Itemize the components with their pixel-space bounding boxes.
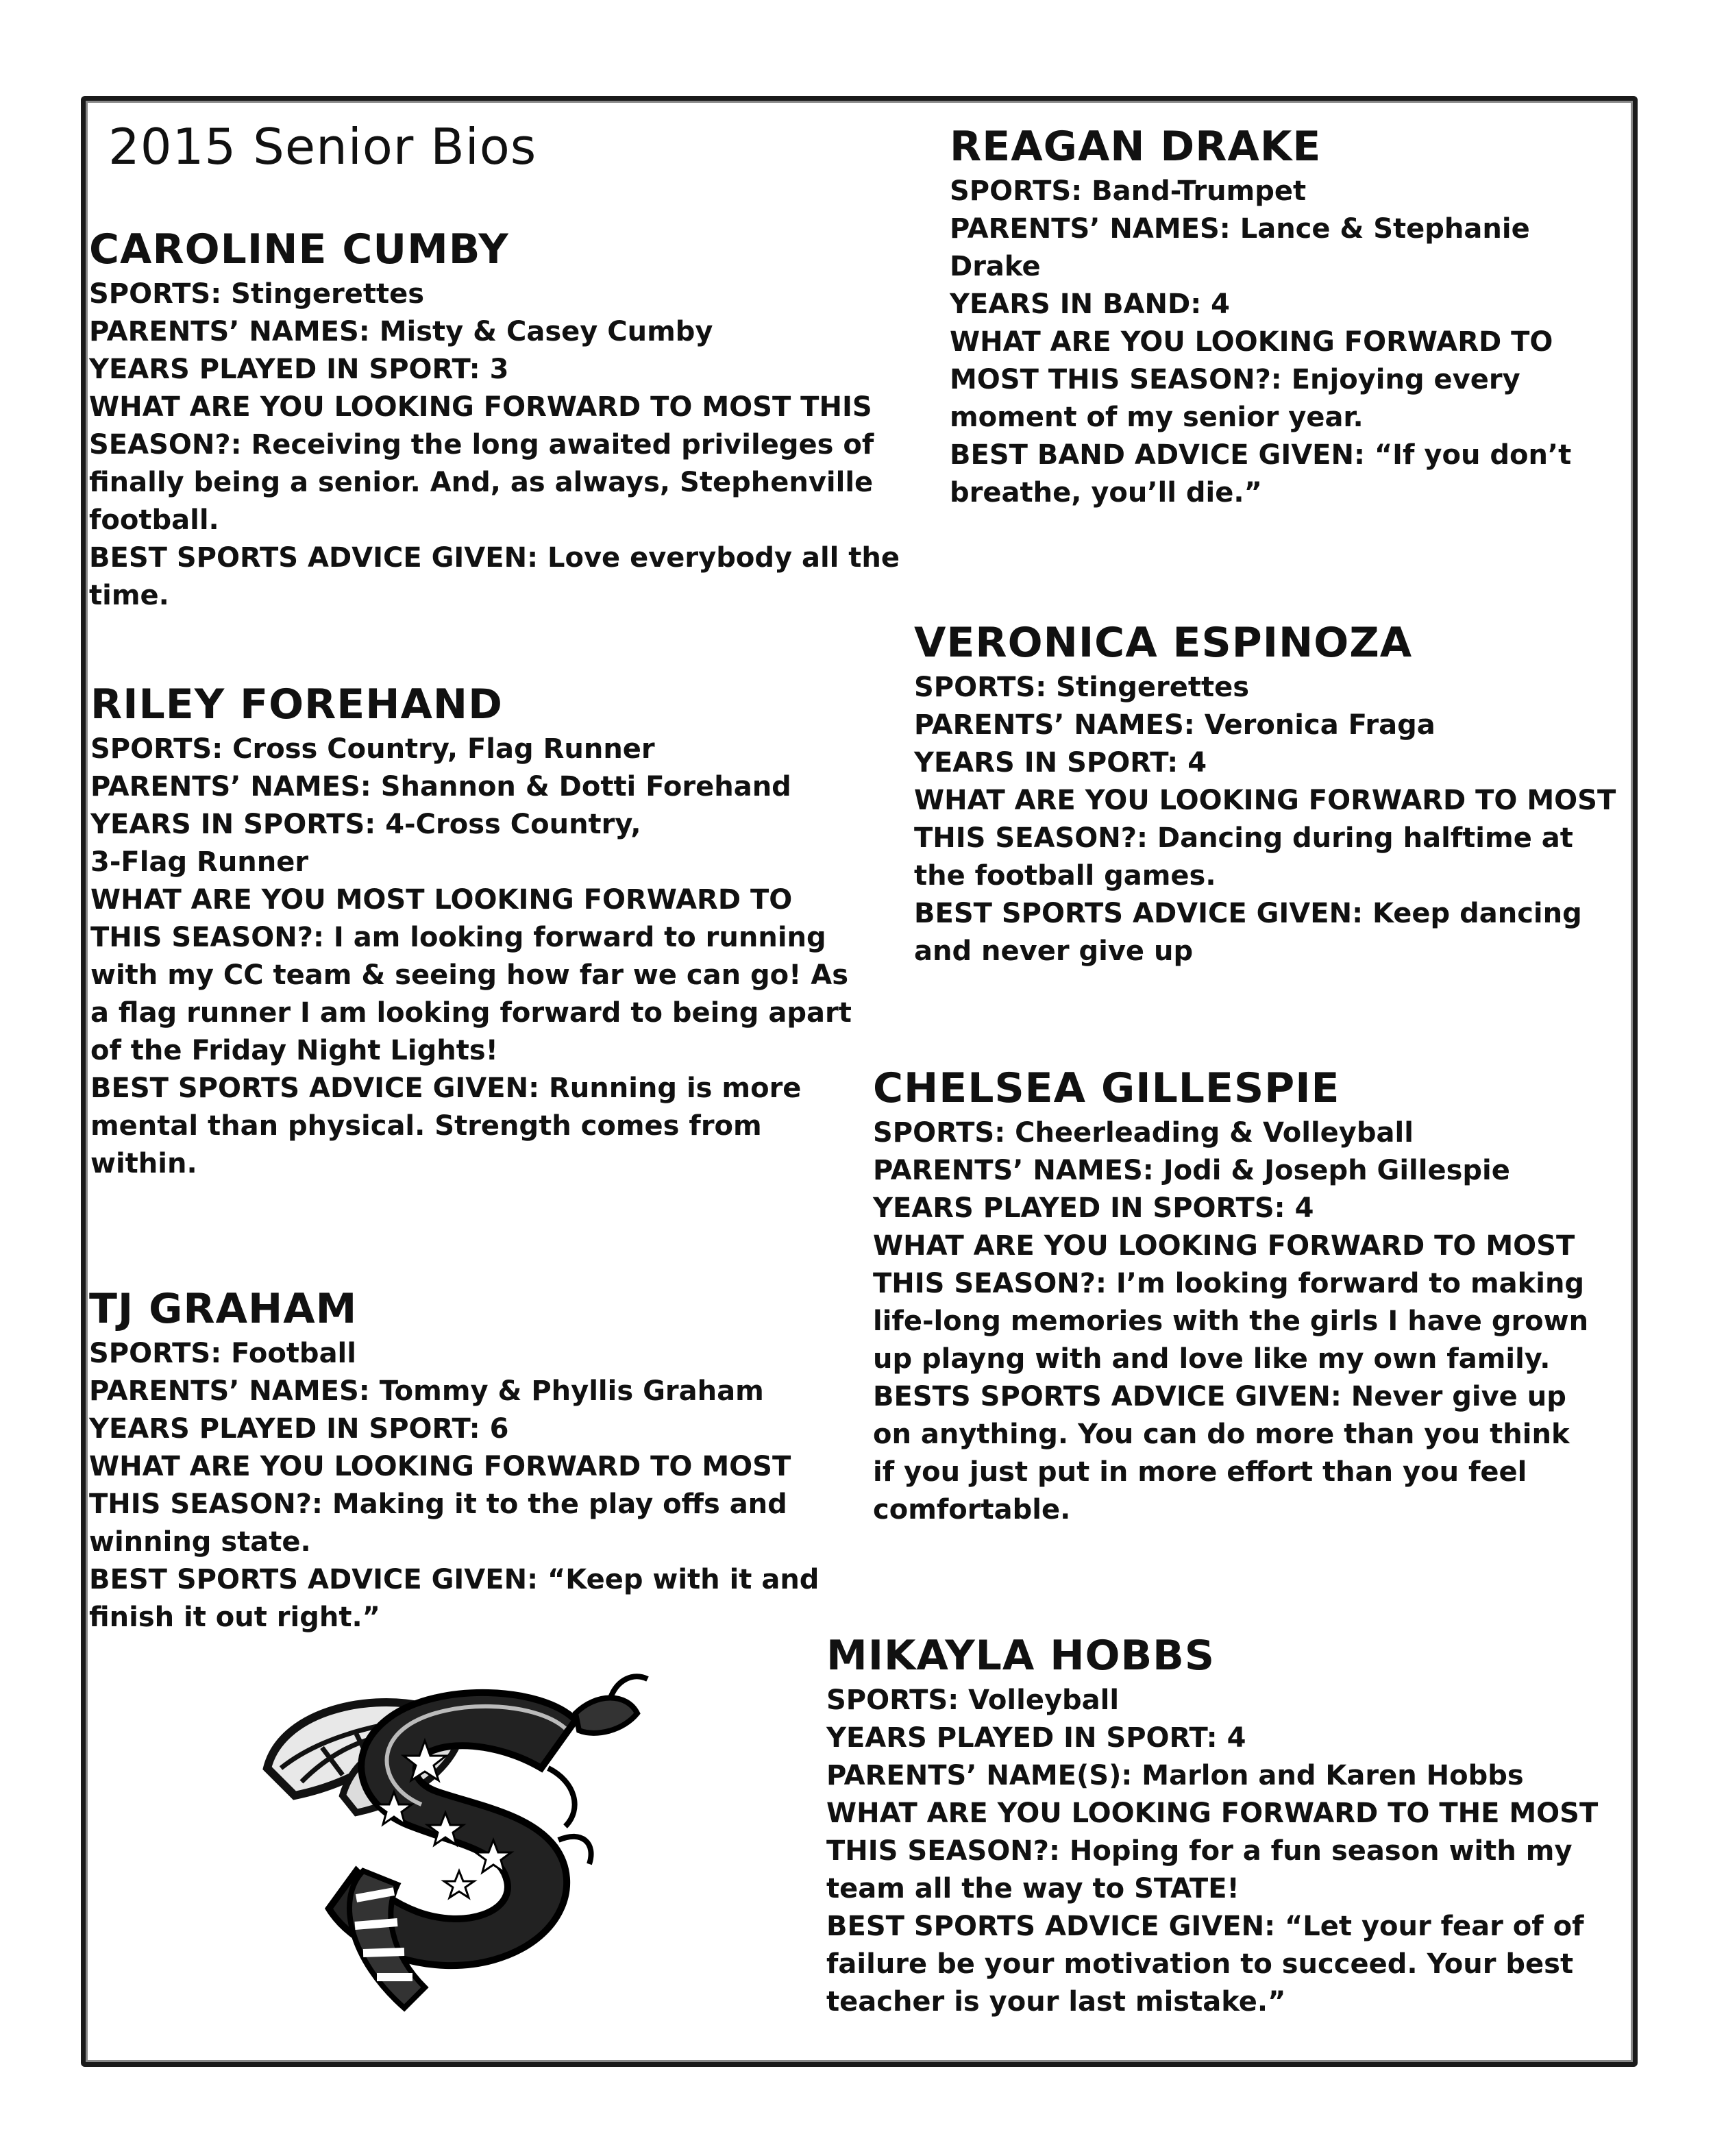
bio-line: BESTS SPORTS ADVICE GIVEN: Never give up on anything. You can do more than you think if you just put in more effort than you feel comfortable.: [873, 1381, 1570, 1526]
bio-line: WHAT ARE YOU LOOKING FORWARD TO THE MOST THIS SEASON?: Hoping for a fun season with my team all the way to STATE!: [826, 1798, 1599, 1904]
bio-name: VERONICA ESPINOZA: [914, 619, 1413, 667]
bio-reagan-drake: [950, 121, 1628, 512]
bio-name: RILEY FOREHAND: [90, 681, 503, 728]
bio-line: PARENTS’ NAME(S): Marlon and Karen Hobbs: [826, 1760, 1524, 1791]
bio-line: BEST SPORTS ADVICE GIVEN: Keep dancing and never give up: [914, 898, 1582, 967]
bio-line: BEST SPORTS ADVICE GIVEN: “Keep with it and finish it out right.”: [89, 1564, 819, 1633]
bio-name: CAROLINE CUMBY: [89, 225, 509, 273]
bio-line: 3-Flag Runner: [90, 846, 309, 878]
bio-line: BEST SPORTS ADVICE GIVEN: Love everybody all the time.: [89, 542, 900, 611]
bio-line: SPORTS: Cross Country, Flag Runner: [90, 733, 655, 765]
bio-line: BEST SPORTS ADVICE GIVEN: “Let your fear of of failure be your motivation to succeed. Your best teacher is your last mistake.”: [826, 1911, 1584, 2018]
bio-line: SPORTS: Cheerleading & Volleyball: [873, 1117, 1414, 1149]
bio-line: WHAT ARE YOU LOOKING FORWARD TO MOST THIS SEASON?: Enjoying every moment of my senior year.: [950, 326, 1553, 433]
bio-line: YEARS PLAYED IN SPORTS: 4: [873, 1192, 1314, 1224]
bio-line: BEST BAND ADVICE GIVEN: “If you don’t breathe, you’ll die.”: [950, 439, 1572, 509]
bio-line: SPORTS: Volleyball: [826, 1685, 1120, 1716]
bio-line: SPORTS: Football: [89, 1338, 356, 1369]
bio-line: PARENTS’ NAMES: Lance & Stephanie Drake: [950, 213, 1530, 282]
bio-line: SPORTS: Stingerettes: [89, 278, 425, 310]
bio-name: CHELSEA GILLESPIE: [873, 1064, 1340, 1112]
bio-line: YEARS PLAYED IN SPORT: 6: [89, 1413, 509, 1445]
bio-line: YEARS PLAYED IN SPORT: 3: [89, 354, 509, 385]
bio-veronica-espinoza: [914, 617, 1627, 970]
bio-line: WHAT ARE YOU LOOKING FORWARD TO MOST THIS SEASON?: Dancing during halftime at the football games.: [914, 785, 1616, 892]
bio-line: YEARS PLAYED IN SPORT: 4: [826, 1722, 1246, 1754]
bio-line: BEST SPORTS ADVICE GIVEN: Running is more mental than physical. Strength comes from within.: [90, 1073, 802, 1179]
bio-name: REAGAN DRAKE: [950, 123, 1322, 171]
bio-line: WHAT ARE YOU MOST LOOKING FORWARD TO THIS SEASON?: I am looking forward to running with my CC team & seeing how far we can go! As a flag runner I am looking forward to being apart of the Friday Night Lights!: [90, 884, 852, 1066]
bio-line: PARENTS’ NAMES: Veronica Fraga: [914, 709, 1435, 741]
bio-line: WHAT ARE YOU LOOKING FORWARD TO MOST THIS SEASON?: Receiving the long awaited privileges of finally being a senior. And, as always, Stephenville football.: [89, 391, 874, 536]
bio-chelsea-gillespie: [873, 1062, 1599, 1529]
bio-tj-graham: [89, 1283, 843, 1637]
bio-name: MIKAYLA HOBBS: [826, 1632, 1216, 1680]
bio-line: SPORTS: Stingerettes: [914, 672, 1250, 703]
bio-line: WHAT ARE YOU LOOKING FORWARD TO MOST THIS SEASON?: Making it to the play offs and winning state.: [89, 1451, 791, 1558]
hornet-s-mascot-icon: [254, 1665, 665, 2035]
page-title: 2015 Senior Bios: [108, 118, 537, 175]
bio-riley-forehand: [90, 678, 865, 1183]
bio-line: YEARS IN SPORTS: 4-Cross Country,: [90, 809, 641, 840]
bio-name: TJ GRAHAM: [89, 1285, 358, 1333]
bio-line: WHAT ARE YOU LOOKING FORWARD TO MOST THIS SEASON?: I’m looking forward to making life-long memories with the girls I have grown up playng with and love like my own family.: [873, 1230, 1589, 1375]
bio-line: PARENTS’ NAMES: Shannon & Dotti Forehand: [90, 771, 791, 803]
bio-line: YEARS IN BAND: 4: [950, 289, 1230, 320]
bio-mikayla-hobbs: [826, 1630, 1614, 2021]
bio-line: PARENTS’ NAMES: Misty & Casey Cumby: [89, 316, 713, 347]
bio-line: PARENTS’ NAMES: Tommy & Phyllis Graham: [89, 1375, 764, 1407]
bio-line: SPORTS: Band-Trumpet: [950, 175, 1307, 207]
bio-line: YEARS IN SPORT: 4: [914, 747, 1207, 779]
bio-line: PARENTS’ NAMES: Jodi & Joseph Gillespie: [873, 1155, 1510, 1186]
bio-caroline-cumby: [89, 223, 939, 615]
